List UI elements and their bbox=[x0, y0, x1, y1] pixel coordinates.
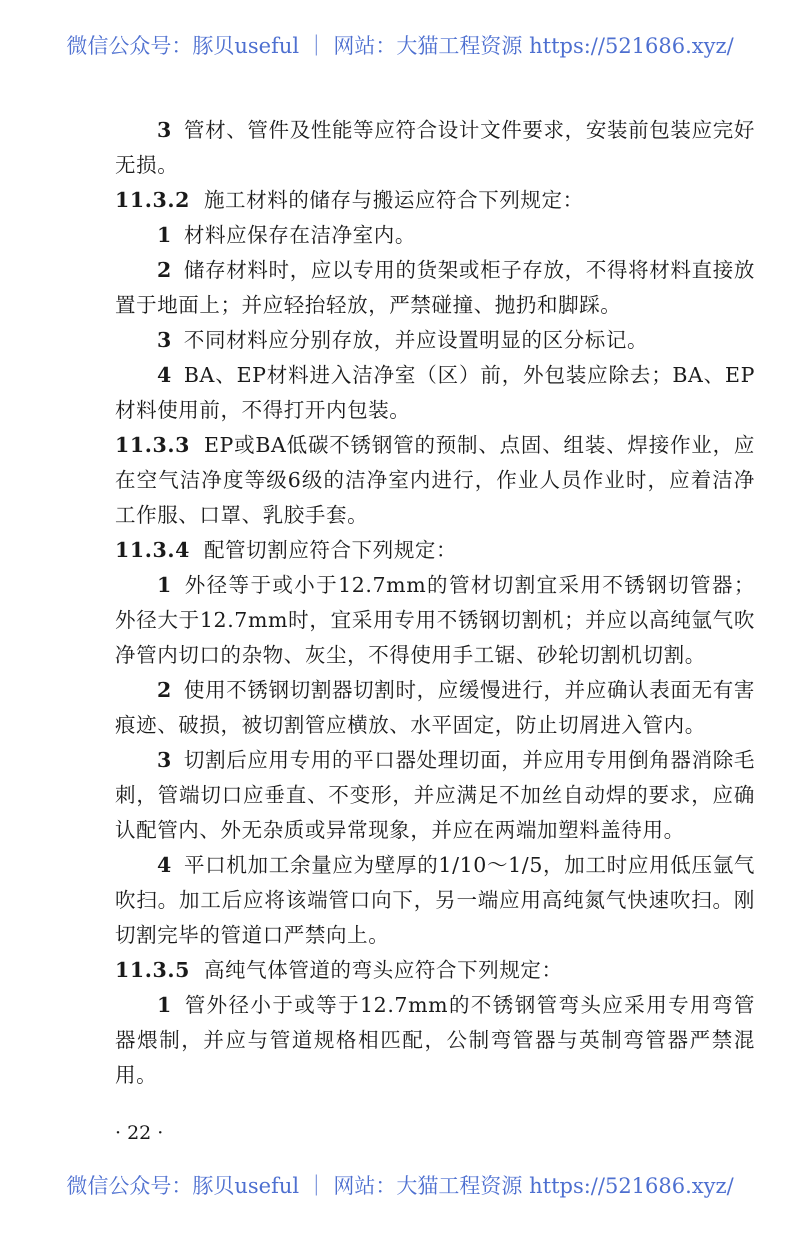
item-number: 3 bbox=[157, 748, 172, 772]
paragraph-text: 切割后应用专用的平口器处理切面，并应用专用倒角器消除毛刺，管端切口应垂直、不变形，并应满足不加丝自动焊的要求，应确认配管内、外无杂质或异常现象，并应在两端加塑料盖待用。 bbox=[115, 748, 755, 842]
paragraph-text: 材料应保存在洁净室内。 bbox=[183, 223, 416, 247]
paragraph-text: 储存材料时，应以专用的货架或柜子存放，不得将材料直接放置于地面上；并应轻抬轻放，严禁碰撞、抛扔和脚踩。 bbox=[115, 258, 755, 317]
watermark-bottom: 微信公众号：豚贝useful ｜ 网站：大猫工程资源 https://521686.xyz/ bbox=[66, 1174, 734, 1198]
paragraph-text: 管材、管件及性能等应符合设计文件要求，安装前包装应完好无损。 bbox=[115, 118, 755, 177]
paragraph-text: 高纯气体管道的弯头应符合下列规定： bbox=[203, 958, 563, 982]
item-number: 4 bbox=[157, 363, 172, 387]
list-item bbox=[115, 568, 755, 673]
list-item bbox=[115, 113, 755, 183]
item-number: 1 bbox=[157, 573, 172, 597]
item-number: 3 bbox=[157, 328, 172, 352]
paragraph-text: 不同材料应分别存放，并应设置明显的区分标记。 bbox=[183, 328, 649, 352]
clause-number: 11.3.3 bbox=[115, 433, 190, 457]
list-item bbox=[115, 743, 755, 848]
clause-heading bbox=[115, 953, 755, 988]
clause-number: 11.3.2 bbox=[115, 188, 190, 212]
paragraph-text: EP或BA低碳不锈钢管的预制、点固、组装、焊接作业，应在空气洁净度等级6级的洁净室内进行，作业人员作业时，应着洁净工作服、口罩、乳胶手套。 bbox=[115, 433, 755, 527]
clause-number: 11.3.4 bbox=[115, 538, 190, 562]
page-number: · 22 · bbox=[115, 1122, 164, 1144]
list-item bbox=[115, 218, 755, 253]
item-number: 4 bbox=[157, 853, 172, 877]
list-item bbox=[115, 323, 755, 358]
clause-heading bbox=[115, 183, 755, 218]
item-number: 3 bbox=[157, 118, 172, 142]
clause-heading bbox=[115, 533, 755, 568]
item-number: 1 bbox=[157, 223, 172, 247]
paragraph-text: 施工材料的储存与搬运应符合下列规定： bbox=[203, 188, 584, 212]
paragraph-text: 平口机加工余量应为壁厚的1/10～1/5，加工时应用低压氩气吹扫。加工后应将该端管口向下，另一端应用高纯氮气快速吹扫。刚切割完毕的管道口严禁向上。 bbox=[115, 853, 755, 947]
clause-heading bbox=[115, 428, 755, 533]
list-item bbox=[115, 253, 755, 323]
paragraph-text: BA、EP材料进入洁净室（区）前，外包装应除去；BA、EP材料使用前，不得打开内包装。 bbox=[115, 363, 755, 422]
paragraph-text: 使用不锈钢切割器切割时，应缓慢进行，并应确认表面无有害痕迹、破损，被切割管应横放、水平固定，防止切屑进入管内。 bbox=[115, 678, 755, 737]
paragraph-text: 配管切割应符合下列规定： bbox=[203, 538, 458, 562]
clause-number: 11.3.5 bbox=[115, 958, 190, 982]
paragraph-text: 管外径小于或等于12.7mm的不锈钢管弯头应采用专用弯管器煨制，并应与管道规格相匹配，公制弯管器与英制弯管器严禁混用。 bbox=[115, 993, 755, 1087]
item-number: 2 bbox=[157, 258, 172, 282]
list-item bbox=[115, 358, 755, 428]
list-item bbox=[115, 673, 755, 743]
item-number: 1 bbox=[157, 993, 172, 1017]
item-number: 2 bbox=[157, 678, 172, 702]
document-body bbox=[115, 113, 755, 1093]
list-item bbox=[115, 988, 755, 1093]
list-item bbox=[115, 848, 755, 953]
paragraph-text: 外径等于或小于12.7mm的管材切割宜采用不锈钢切管器；外径大于12.7mm时，宜采用专用不锈钢切割机；并应以高纯氩气吹净管内切口的杂物、灰尘，不得使用手工锯、砂轮切割机切割。 bbox=[115, 573, 755, 667]
watermark-top: 微信公众号：豚贝useful ｜ 网站：大猫工程资源 https://521686.xyz/ bbox=[66, 34, 734, 58]
